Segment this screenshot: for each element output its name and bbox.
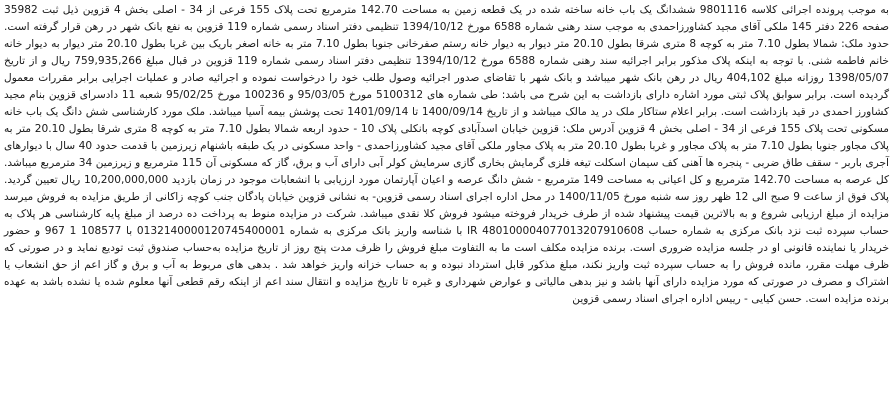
auction-notice-text: به موجب پرونده اجرائی کلاسه 9801116 ششدانگ یک باب خانه ساخته شده در یک قطعه زمین به مساحت 142.70 مترمربع تحت پلاک 155 فرعی از 34 - اصلی بخش 4 قزوین ذیل ثبت 35982 صفحه 226 دفتر 145 ملکی آقای مجید کشاورزاحمدی به موجب سند رهنی شماره 6588 مورخ 1394/10/12 تنظیمی دفتر اسناد رسمی شماره 119 قزوین به نفع بانک شهر در رهن قرار گرفته است. حدود ملک: شمالا بطول 7.10 متر به کوچه 8 متری شرقا بطول 20.10 متر دیوار به دیوار خانه رستم صفرخانی جنوبا بطول 7.10 متر به خانه اصغر باریک بین غربا بطول 20.10 متر دیوار به دیوار خانه خانم فاطمه شنی. با توجه به اینکه پلاک مذکور برابر اجرائیه سند رهنی شماره 6588 مورخ 1394/10/12 تنظیمی دفتر اسناد رسمی شماره 119 قزوین در قبال مبلغ 759,935,266 ریال و از تاریخ 1398/05/07 روزانه مبلغ 404,102 ریال در رهن بانک شهر میباشد و بانک شهر با تقاضای صدور اجرائیه وصول طلب خود را درخواست نموده و اجرائیه صادر و عملیات اجرایی برابر مقررات معمول گردیده است. برابر سوابق پلاک ثبتی مورد اشاره دارای بازداشت به این شرح می باشد: طی شماره های 5100312 مورخ 95/03/05 و 100236 مورخ 95/02/25 شعبه 11 دادسرای قزوین بنام مجید کشاورز احمدی در قید بازداشت است. برابر اعلام ستاکار ملک در ید مالک میباشد و از تاریخ 1400/09/14 تا 1401/09/14 تحت پوشش بیمه آسیا میباشد. ملک مورد کارشناسی شش دانگ یک باب خانه مسکونی تحت پلاک 155 فرعی از 34 - اصلی بخش 4 قزوین آدرس ملک: قزوین خیابان اسدآبادی کوچه بانکلی پلاک 10 - حدود اربعه شمالا بطول 7.10 متر به کوچه 8 متری شرقا بطول 20.10 متر به پلاک مجاور جنوبا بطول 7.10 متر به پلاک مجاور و غربا بطول 20.10 متر به پلاک مجاور ملکی آقای مجید کشاورزاحمدی - واحد مسکونی در یک طبقه باشنهام زیرزمین با قدمت حدود 40 سال با دیوارهای آجری باربر - سقف طاق ضربی - پنجره ها آهنی کف سیمان اسکلت تیغه فلزی گرمایش بخاری گازی سرمایش کولر آبی دارای آب و برق، گاز که مسکونی آن 115 مترمربع و زیرزمین 34 مترمربع میباشد. کل عرصه به مساحت 142.70 مترمربع و کل اعیانی به مساحت 149 مترمربع - شش دانگ عرصه و اعیان آپارتمان مورد ارزیابی با انشعابات موجود در زمان بازدید 10,200,000,000 ریال تعیین گردید. پلاک فوق از ساعت 9 صبح الی 12 ظهر روز سه شنبه مورخ 1400/11/05 در محل اداره اجرای اسناد رسمی قزوین- به نشانی قزوین خیابان پادگان جنب کوچه زاکانی از طریق مزایده به فروش میرسد مزایده از مبلغ ارزیابی شروع و به بالاترین قیمت پیشنهاد شده از طرف خریدار فروخته میشود فروش کلا نقدی میباشد. شرکت در مزایده منوط به پرداخت ده درصد از مبلغ پایه کارشناسی هر پلاک به حساب سپرده ثبت نزد بانک مرکزی به شماره حساب IR 480100004077013207910608 با شناسه واریز بانک مرکزی به شماره 0132140000120745400001 با 108577 1 967 و حضور خریدار یا نماینده قانونی او در جلسه مزایده ضروری است. برنده مزایده مکلف است ما به التفاوت مبلغ فروش را ظرف مدت پنج روز از تاریخ مزایده به‌حساب صندوق ثبت تودیع نماید و در صورتی که ظرف مهلت مقرر، مانده فروش را به حساب سپرده ثبت واریز نکند، مبلغ مذکور قابل استرداد نبوده و به حساب خزانه واریز خواهد شد . بدهی های مربوط به آب و برق و گاز اعم از حق انشعاب یا اشتراک و مصرف در صورتی که مورد مزایده دارای آنها باشد و نیز بدهی مالیاتی و عوارض شهرداری و غیره تا تاریخ مزایده و انتقال سند اعم از اینکه رقم قطعی آنها معلوم شده یا نشده باشد به عهده برنده مزایده است. حسن کیایی - رییس اداره اجرای اسناد رسمی قزوین: [4, 4, 890, 305]
